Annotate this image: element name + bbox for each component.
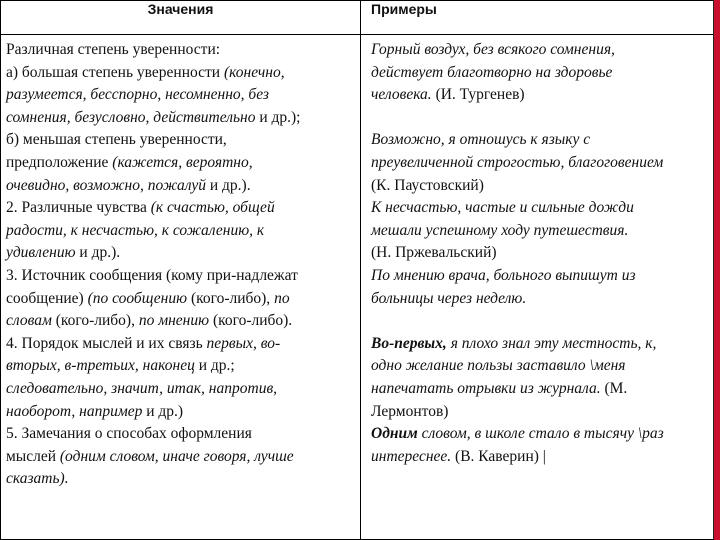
table-body-row bbox=[1, 35, 720, 540]
meaning-text-run: 3. Источник сообщения (кому при-надлежат bbox=[6, 266, 298, 284]
meaning-line bbox=[6, 197, 360, 220]
table-header-row bbox=[1, 1, 720, 35]
meaning-text-run: мыслей bbox=[6, 447, 60, 465]
example-text-run: Лермонтов) bbox=[371, 402, 449, 420]
example-line bbox=[371, 175, 720, 198]
meaning-line bbox=[6, 355, 360, 378]
example-text-run: По мнению врача, больного выпишут из bbox=[371, 266, 636, 284]
example-text-run: (И. Тургенев) bbox=[435, 86, 525, 104]
meaning-line bbox=[6, 129, 360, 152]
meaning-text-run: сомнения, безусловно, действительно bbox=[6, 108, 260, 126]
meaning-text-run: наоборот, например bbox=[6, 402, 147, 420]
header-meanings: Значения bbox=[1, 1, 361, 35]
example-line bbox=[371, 152, 720, 175]
example-text-run: интереснее. bbox=[371, 447, 456, 465]
example-text-run: Возможно, я отношусь к языку с bbox=[371, 131, 591, 149]
example-line bbox=[371, 265, 720, 288]
meaning-text-run: и др.). bbox=[209, 176, 251, 194]
meaning-line bbox=[6, 288, 360, 311]
example-text-run: Во-первых, bbox=[371, 334, 451, 352]
slide-edge-bar bbox=[714, 0, 720, 540]
meaning-text-run: и др.). bbox=[79, 244, 121, 262]
meaning-line bbox=[6, 175, 360, 198]
example-line bbox=[371, 446, 720, 469]
meaning-text-run: удивлению bbox=[6, 244, 80, 262]
example-line bbox=[371, 39, 720, 62]
meaning-text-run: вторых, в-третьих, наконец bbox=[6, 357, 199, 375]
meaning-line bbox=[6, 401, 360, 424]
example-text-run: (Н. Пржевальский) bbox=[371, 244, 497, 262]
example-line bbox=[371, 310, 720, 333]
example-line bbox=[371, 197, 720, 220]
example-line bbox=[371, 423, 720, 446]
meaning-line bbox=[6, 62, 360, 85]
meaning-text-run: Различная степень уверенности: bbox=[6, 41, 221, 58]
meaning-line bbox=[6, 378, 360, 401]
example-line bbox=[371, 129, 720, 152]
meaning-line bbox=[6, 242, 360, 265]
meaning-text-run: разумеется, бесспорно, несомненно, без bbox=[6, 86, 269, 104]
example-line bbox=[371, 62, 720, 85]
example-line bbox=[371, 355, 720, 378]
header-examples: Примеры bbox=[361, 1, 720, 35]
meaning-text-run: 4. Порядок мыслей и их связь bbox=[6, 334, 207, 352]
meaning-text-run: и др.; bbox=[198, 357, 235, 375]
example-line bbox=[371, 378, 720, 401]
meaning-text-run: сказать). bbox=[6, 470, 69, 488]
example-text-run: словом, в школе стало в тысячу \раз bbox=[421, 425, 664, 443]
meaning-text-run: по мнению bbox=[138, 312, 213, 330]
example-text-run: я плохо знал эту местность, к, bbox=[450, 334, 657, 352]
meaning-text-run: (кого-либо), bbox=[190, 289, 275, 307]
meaning-text-run: (конечно, bbox=[223, 63, 285, 81]
meaning-line bbox=[6, 39, 360, 62]
meaning-line bbox=[6, 468, 360, 491]
meaning-text-run: (к счастью, общей bbox=[150, 199, 275, 217]
meaning-text-run: (кажется, вероятно, bbox=[112, 153, 253, 171]
meanings-cell bbox=[1, 35, 361, 540]
meaning-text-run: 2. Различные чувства bbox=[6, 199, 151, 217]
example-text-run: (М. bbox=[604, 379, 628, 397]
example-text-run: преувеличенной строгостью, благоговением bbox=[371, 153, 664, 171]
example-line bbox=[371, 288, 720, 311]
meaning-line bbox=[6, 423, 360, 446]
meaning-line bbox=[6, 265, 360, 288]
meaning-text-run: (кого-либо). bbox=[212, 312, 293, 330]
example-text-run: напечатать отрывки из журнала. bbox=[371, 379, 605, 397]
example-text-run: больницы через неделю. bbox=[371, 289, 527, 307]
example-text-run: мешали успешному ходу путешествия. bbox=[371, 221, 629, 239]
meaning-line bbox=[6, 446, 360, 469]
example-text-run: (В. Каверин) | bbox=[455, 447, 546, 465]
meaning-text-run: (по сообщению bbox=[87, 289, 191, 307]
meaning-line bbox=[6, 220, 360, 243]
meaning-line bbox=[6, 152, 360, 175]
example-line bbox=[371, 333, 720, 356]
meaning-line bbox=[6, 84, 360, 107]
meaning-text-run: и др.) bbox=[146, 402, 184, 420]
meaning-text-run: б) меньшая степень уверенности, bbox=[6, 131, 227, 149]
meaning-text-run: очевидно, возможно, пожалуй bbox=[6, 176, 210, 194]
example-line bbox=[371, 84, 720, 107]
meanings-text bbox=[1, 35, 360, 491]
meaning-line bbox=[6, 107, 360, 130]
example-line bbox=[371, 242, 720, 265]
meaning-text-run: радости, к несчастью, к сожалению, к bbox=[6, 221, 265, 239]
example-line bbox=[371, 220, 720, 243]
meaning-text-run: а) большая степень уверенности bbox=[6, 63, 224, 81]
examples-text bbox=[361, 35, 720, 468]
meaning-text-run: словам bbox=[6, 312, 56, 330]
meaning-line bbox=[6, 310, 360, 333]
example-text-run: одно желание пользы заставило \меня bbox=[371, 357, 626, 375]
meaning-text-run: (кого-либо), bbox=[55, 312, 139, 330]
example-text-run: человека. bbox=[371, 86, 436, 104]
meaning-text-run: 5. Замечания о способах оформления bbox=[6, 425, 252, 443]
example-line bbox=[371, 401, 720, 424]
meaning-text-run: по bbox=[274, 289, 290, 307]
meaning-text-run: (одним словом, иначе говоря, лучше bbox=[59, 447, 294, 465]
meaning-line bbox=[6, 333, 360, 356]
examples-cell bbox=[361, 35, 720, 540]
meaning-text-run: следовательно, значит, итак, напротив, bbox=[6, 379, 278, 397]
example-text-run: Горный воздух, без всякого сомнения, bbox=[371, 41, 615, 58]
example-text-run: (К. Паустовский) bbox=[371, 176, 484, 194]
example-text-run: К несчастью, частые и сильные дожди bbox=[371, 199, 634, 217]
meaning-text-run: сообщение) bbox=[6, 289, 88, 307]
example-line bbox=[371, 107, 720, 130]
example-text-run: действует благотворно на здоровье bbox=[371, 63, 613, 81]
meaning-text-run: предположение bbox=[6, 153, 113, 171]
meaning-text-run: и др.); bbox=[259, 108, 301, 126]
example-text-run: Одним bbox=[371, 425, 422, 443]
meaning-text-run: первых, во- bbox=[206, 334, 281, 352]
